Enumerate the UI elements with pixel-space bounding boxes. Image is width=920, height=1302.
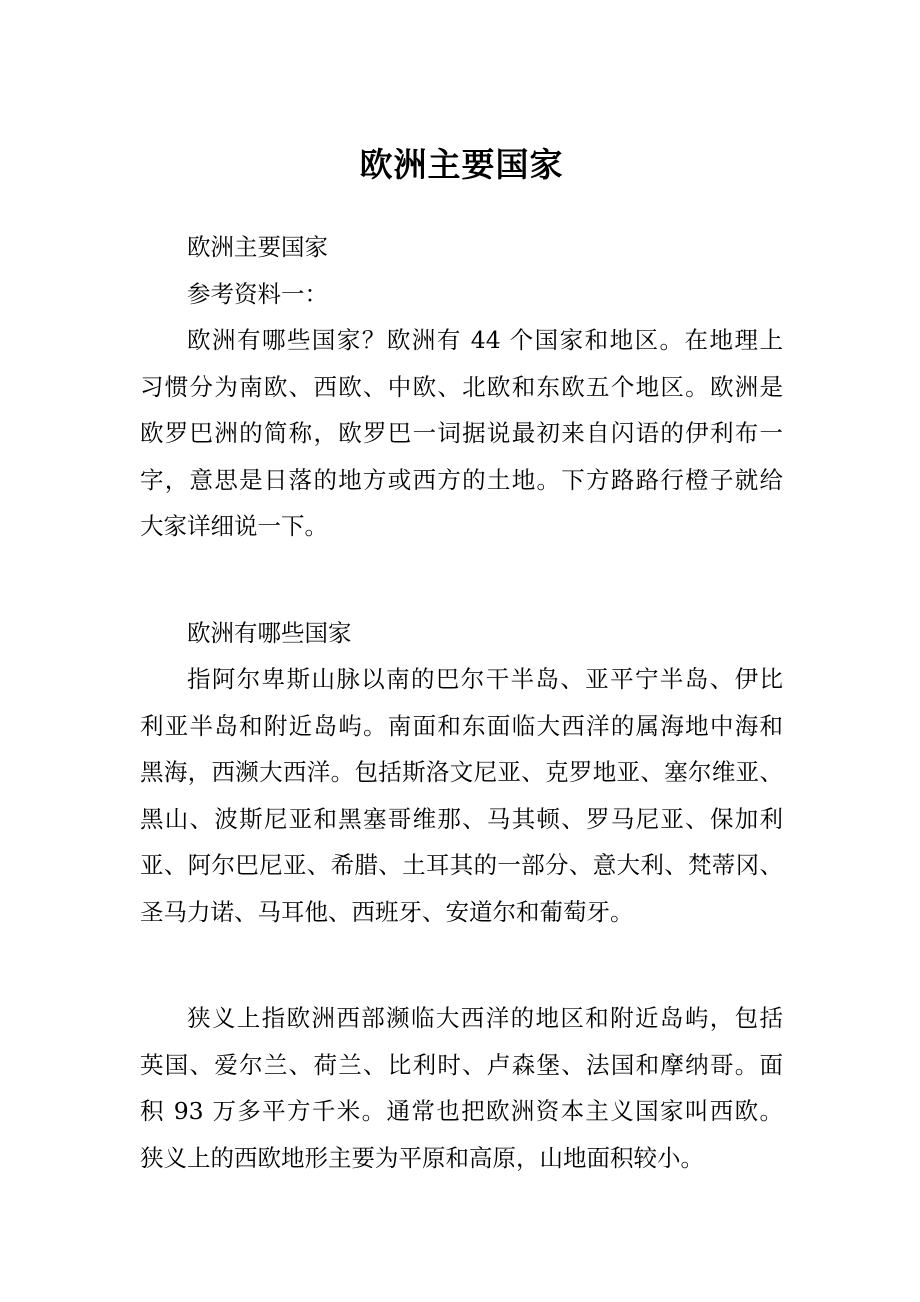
text-line: 欧罗巴洲的简称，欧罗巴一词据说最初来自闪语的伊利布一	[140, 419, 783, 447]
document-content	[140, 140, 783, 1181]
text-line: 欧洲有哪些国家？欧洲有 44 个国家和地区。在地理上	[187, 326, 783, 354]
paragraph	[140, 317, 783, 550]
text-line: 积 93 万多平方千米。通常也把欧洲资本主义国家叫西欧。	[140, 1097, 783, 1125]
text-line: 指阿尔卑斯山脉以南的巴尔干半岛、亚平宁半岛、伊比	[187, 665, 783, 693]
paragraph	[140, 610, 783, 657]
text-line: 欧洲主要国家	[187, 233, 328, 261]
paragraph-spacer	[140, 550, 783, 610]
text-line: 大家详细说一下。	[140, 512, 328, 540]
text-line: 英国、爱尔兰、荷兰、比利时、卢森堡、法国和摩纳哥。面	[140, 1050, 783, 1079]
text-line: 习惯分为南欧、西欧、中欧、北欧和东欧五个地区。欧洲是	[140, 372, 783, 401]
text-line: 圣马力诺、马耳他、西班牙、安道尔和葡萄牙。	[140, 897, 634, 926]
text-line: 亚、阿尔巴尼亚、希腊、土耳其的一部分、意大利、梵蒂冈、	[140, 851, 783, 879]
text-line: 字，意思是日落的地方或西方的土地。下方路路行橙子就给	[140, 465, 783, 494]
document-body	[140, 224, 783, 1181]
document-title: 欧洲主要国家	[359, 145, 564, 184]
text-line: 狭义上的西欧地形主要为平原和高原，山地面积较小。	[140, 1143, 704, 1172]
paragraph	[140, 224, 783, 271]
text-line: 黑山、波斯尼亚和黑塞哥维那、马其顿、罗马尼亚、保加利	[140, 804, 783, 833]
text-line: 黑海，西濒大西洋。包括斯洛文尼亚、克罗地亚、塞尔维亚、	[140, 758, 783, 786]
text-line: 利亚半岛和附近岛屿。南面和东面临大西洋的属海地中海和	[140, 711, 783, 740]
text-line: 参考资料一：	[187, 279, 328, 308]
paragraph	[140, 995, 783, 1181]
paragraph	[140, 656, 783, 935]
text-line: 欧洲有哪些国家	[187, 618, 352, 647]
paragraph-spacer	[140, 935, 783, 995]
paragraph	[140, 271, 783, 318]
text-line: 狭义上指欧洲西部濒临大西洋的地区和附近岛屿，包括	[187, 1004, 783, 1032]
